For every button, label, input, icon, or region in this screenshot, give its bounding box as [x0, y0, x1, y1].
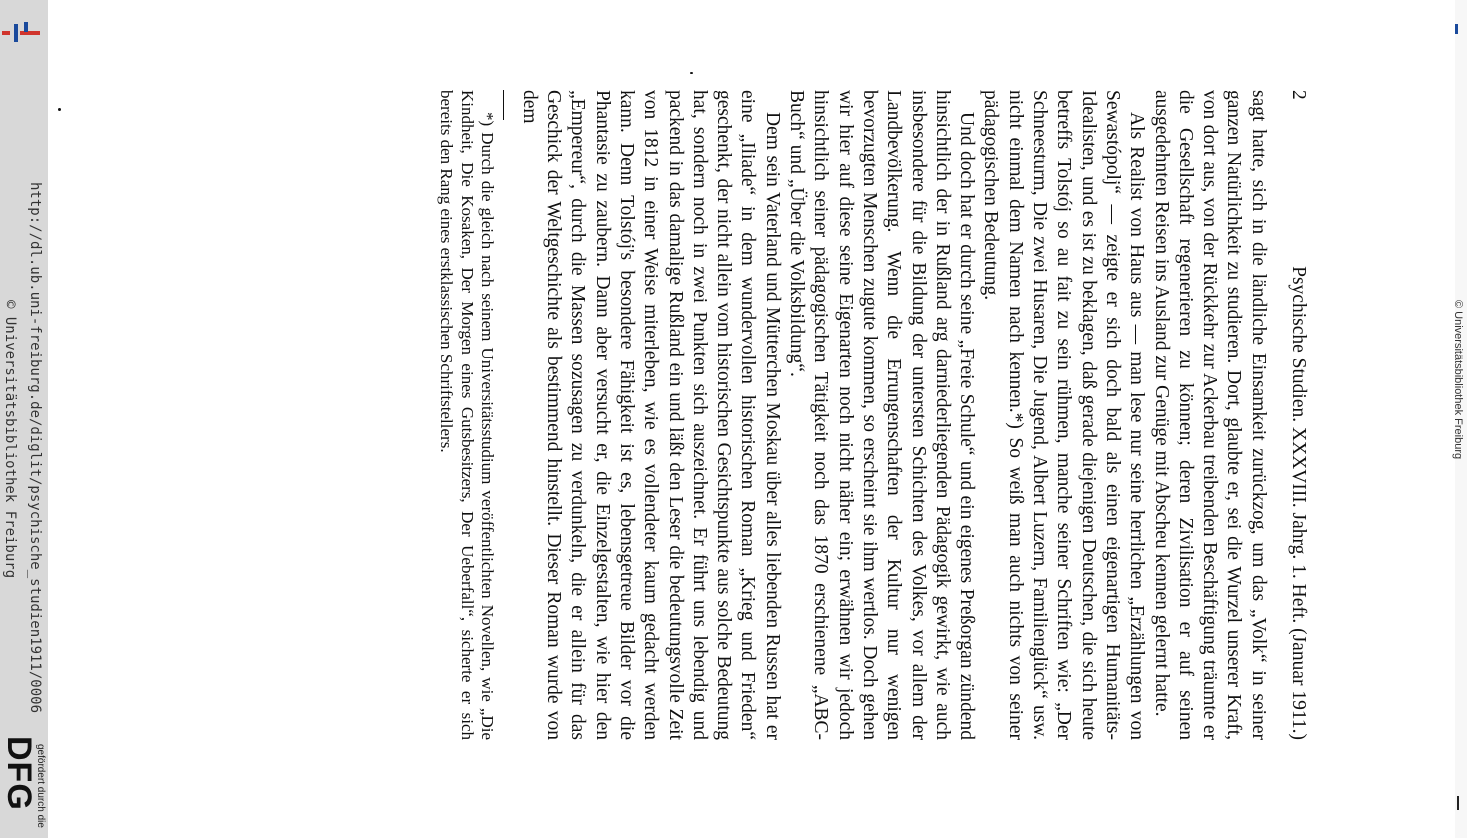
footnote-text: *) Durch die gleich nach seinem Universitätsstudium veröffentlichten Novellen, wie „Die Kindheit, Die Kosaken, Der Morgen eines Gutsbesitzers, Der Ueberfall“, sicherte er sich bereits den Rang eines erstklassischen Schriftstellers.	[437, 90, 498, 740]
running-title: Psychische Studien. XXXVIII. Jahrg. 1. Heft. (Januar 1911.)	[1288, 266, 1309, 740]
source-url[interactable]: http://dl.ub.uni-freiburg.de/diglit/psychische_studien1911/0006	[27, 182, 43, 714]
scroll-marker	[1457, 796, 1459, 810]
paragraph: sagt hatte, sich in die ländliche Einsamkeit zurückzog, um das „Volk“ in seiner ganzen Natürlichkeit zu studieren. Dort, glaubte er, sei die Wurzel unserer Kraft, von dort aus, von der Rückkehr zur Ackerbau treibenden Beschäftigung träumte er die Gesellschaft regenerieren zu können; deren Zivilisation er auf seinen ausgedehnten Reisen ins Ausland zur Genüge mit Abscheu kennen gelernt hatte.	[1150, 90, 1269, 740]
paragraph: Dem sein Vaterland und Mütterchen Moskau über alles liebenden Russen hat er eine „Iliade“ in dem wundervollen historischen Roman „Krieg und Frieden“ geschenkt, der nicht allein vom historischen Gesichtspunkte aus solche Bedeutung hat, sondern noch in zwei Punkten sich auszeichnet. Er führt uns lebendig und packend in das damalige Rußland ein und läßt den Leser die bedeutungsvolle Zeit von 1812 in einer Weise miterleben, wie es vollendeter kaum gedacht werden kann. Denn Tolstój's besondere Fähigkeit ist es, lebensgetreue Bilder vor die Phantasie zu zaubern. Dann aber versucht er, die Einzelgestalten, wie hier den „Empereur“, durch die Massen sozusagen zu verdunkeln, die er allein für das Geschick der Weltgeschichte als bestimmend hinstellt. Dieser Roman wurde von dem	[518, 90, 783, 740]
footnote	[436, 90, 498, 740]
library-logo-icon	[2, 22, 42, 44]
right-logo-icon	[1455, 24, 1458, 34]
dfg-logo: DFG	[0, 736, 38, 811]
paragraph: Und doch hat er durch seine „Freie Schule“ und ein eigenes Preßorgan zündend hinsichtlich der in Rußland arg darniederliegenden Pädagogik gewirkt, wie auch insbesondere für die Bildung der untersten Schichten des Volkes, vor allem der Landbevölkerung. Wenn die Errungenschaften der Kultur nur wenigen bevorzugten Menschen zugute kommen, so erscheint sie ihm wertlos. Doch gehen wir hier auf diese seine Eigenarten noch nicht näher ein; erwähnen wir jedoch hinsichtlich seiner pädagogischen Tätigkeit noch das 1870 erschienene „ABC-Buch“ und „Über die Volksbildung“.	[786, 90, 978, 740]
scanned-page	[436, 90, 1310, 740]
footnote-rule	[504, 90, 505, 120]
funder-note: gefördert durch die	[35, 744, 46, 828]
paragraph: Als Realist von Haus aus — man lese nur seine herrlichen „Erzählungen von Sewastópolj“ — zeigte er sich doch bald als einen eigenartigen Humanitäts-Idealisten, und es ist zu beklagen, daß gerade diejenigen Deutschen, die sich heute betreffs Tolstój so au fait zu sein rühmen, manche seiner Schriften wie: „Der Schneesturm, Die zwei Husaren, Die Jugend, Albert Luzern, Familienglück“ usw. nicht einmal dem Namen nach kennen.*) So weiß man auch nichts von seiner pädagogischen Bedeutung.	[980, 90, 1148, 740]
copyright-notice: © Universitätsbibliothek Freiburg	[2, 300, 18, 579]
page-number: 2	[1288, 90, 1309, 100]
running-head	[1286, 90, 1310, 740]
scan-speck	[58, 108, 61, 111]
scan-speck	[690, 72, 693, 74]
right-copyright: © Universitätsbibliothek Freiburg	[1452, 300, 1464, 460]
